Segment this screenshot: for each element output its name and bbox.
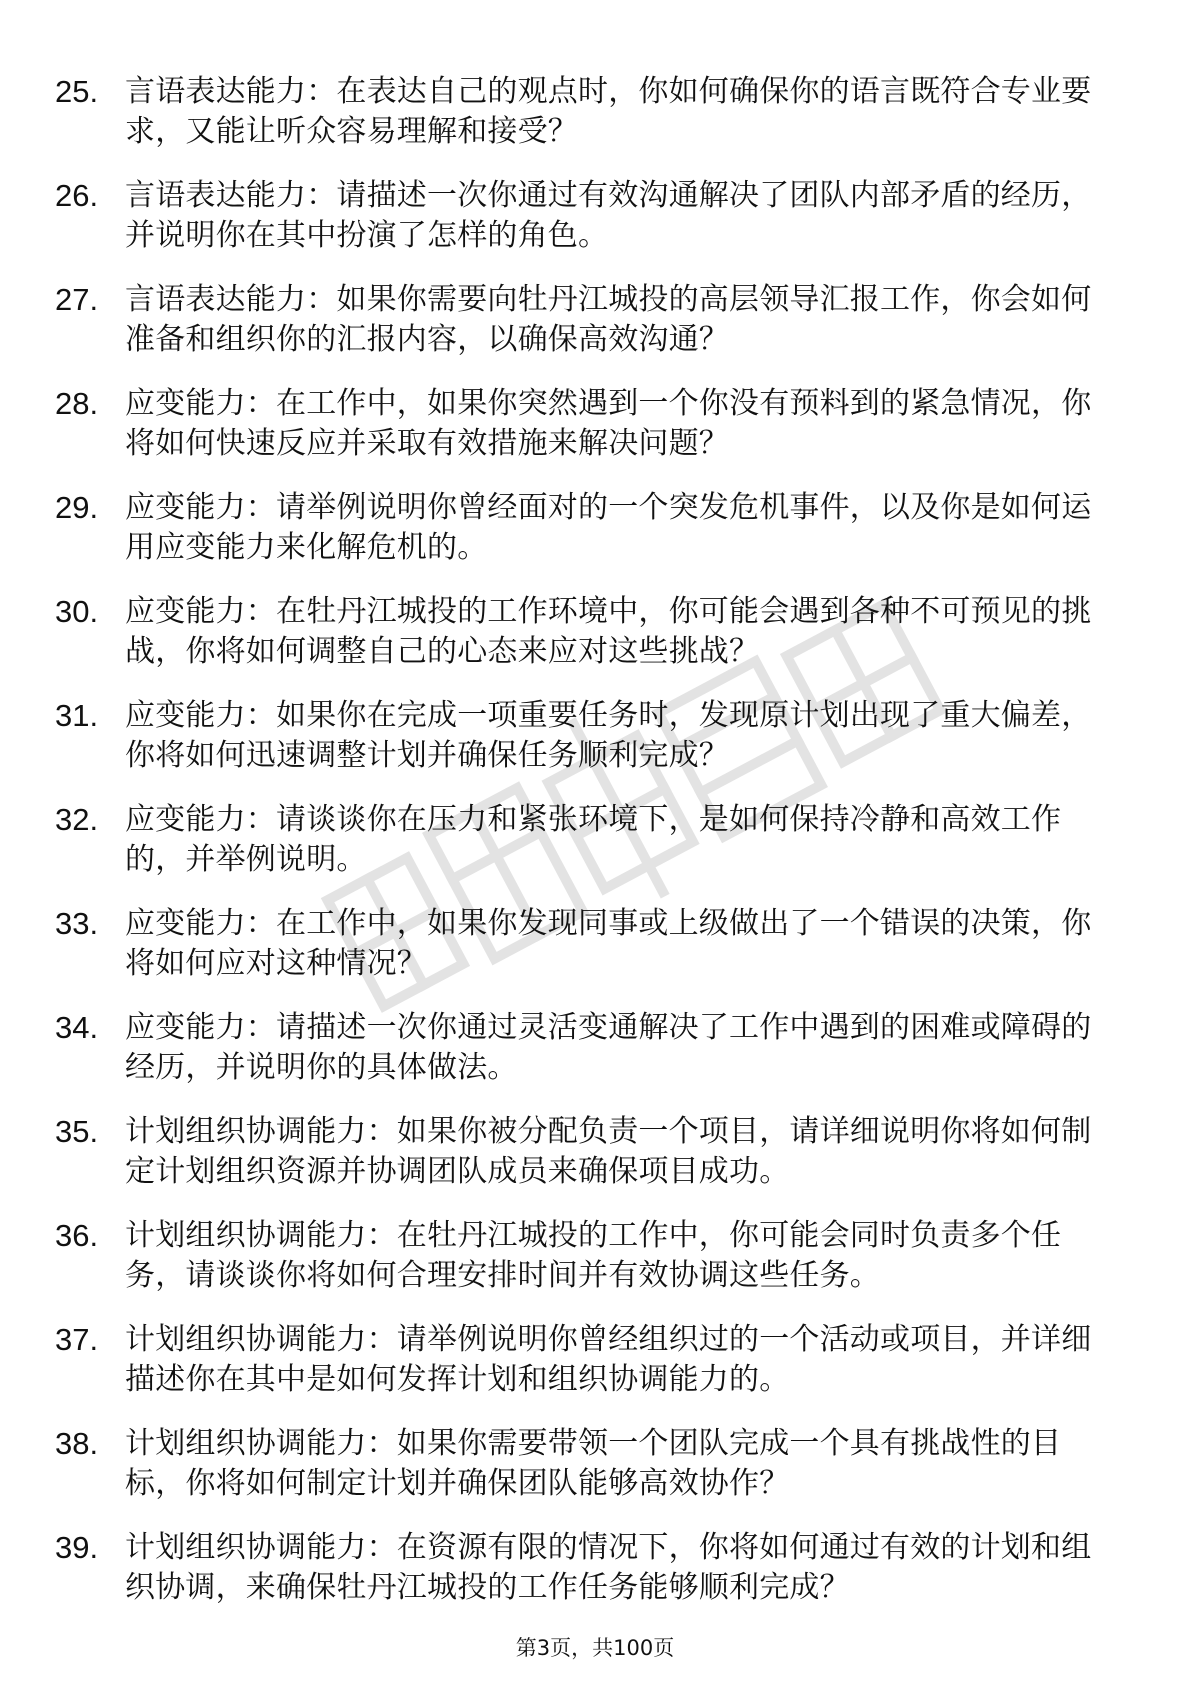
- question-text: 言语表达能力：在表达自己的观点时，你如何确保你的语言既符合专业要求，又能让听众容易理解和接受？: [125, 74, 1092, 149]
- question-text: 计划组织协调能力：在资源有限的情况下，你将如何通过有效的计划和组织协调，来确保牡丹江城投的工作任务能够顺利完成？: [125, 1530, 1092, 1605]
- question-text: 计划组织协调能力：如果你需要带领一个团队完成一个具有挑战性的目标，你将如何制定计划并确保团队能够高效协作？: [125, 1426, 1062, 1501]
- question-item: [55, 72, 1115, 176]
- question-item: [55, 904, 1115, 1008]
- question-item: [55, 280, 1115, 384]
- question-item: [55, 1424, 1115, 1528]
- question-item: [55, 1216, 1115, 1320]
- question-item: [55, 1112, 1115, 1216]
- question-number: 30.: [55, 594, 99, 629]
- question-number: 35.: [55, 1114, 99, 1149]
- question-number: 33.: [55, 906, 99, 941]
- question-text: 计划组织协调能力：在牡丹江城投的工作中，你可能会同时负责多个任务，请谈谈你将如何合理安排时间并有效协调这些任务。: [125, 1218, 1062, 1293]
- question-item: [55, 696, 1115, 800]
- question-text: 应变能力：在牡丹江城投的工作环境中，你可能会遇到各种不可预见的挑战，你将如何调整自己的心态来应对这些挑战？: [125, 594, 1092, 669]
- question-number: 38.: [55, 1426, 99, 1461]
- question-number: 29.: [55, 490, 99, 525]
- question-number: 27.: [55, 282, 99, 317]
- question-number: 31.: [55, 698, 99, 733]
- question-text: 言语表达能力：请描述一次你通过有效沟通解决了团队内部矛盾的经历，并说明你在其中扮演了怎样的角色。: [125, 178, 1092, 253]
- question-number: 26.: [55, 178, 99, 213]
- question-text: 应变能力：在工作中，如果你发现同事或上级做出了一个错误的决策，你将如何应对这种情况？: [125, 906, 1092, 981]
- question-item: [55, 1008, 1115, 1112]
- question-text: 应变能力：请描述一次你通过灵活变通解决了工作中遇到的困难或障碍的经历，并说明你的具体做法。: [125, 1010, 1092, 1085]
- question-text: 应变能力：请举例说明你曾经面对的一个突发危机事件，以及你是如何运用应变能力来化解危机的。: [125, 490, 1092, 565]
- question-number: 37.: [55, 1322, 99, 1357]
- question-number: 28.: [55, 386, 99, 421]
- question-text: 应变能力：请谈谈你在压力和紧张环境下，是如何保持冷静和高效工作的，并举例说明。: [125, 802, 1062, 877]
- question-text: 应变能力：如果你在完成一项重要任务时，发现原计划出现了重大偏差，你将如何迅速调整计划并确保任务顺利完成？: [125, 698, 1092, 773]
- question-item: [55, 800, 1115, 904]
- question-text: 计划组织协调能力：请举例说明你曾经组织过的一个活动或项目，并详细描述你在其中是如何发挥计划和组织协调能力的。: [125, 1322, 1092, 1397]
- question-item: [55, 592, 1115, 696]
- question-text: 计划组织协调能力：如果你被分配负责一个项目，请详细说明你将如何制定计划组织资源并协调团队成员来确保项目成功。: [125, 1114, 1092, 1189]
- question-item: [55, 384, 1115, 488]
- question-text: 言语表达能力：如果你需要向牡丹江城投的高层领导汇报工作，你会如何准备和组织你的汇报内容，以确保高效沟通？: [125, 282, 1092, 357]
- question-number: 32.: [55, 802, 99, 837]
- question-number: 39.: [55, 1530, 99, 1565]
- question-item: [55, 1528, 1115, 1632]
- question-item: [55, 1320, 1115, 1424]
- question-number: 25.: [55, 74, 99, 109]
- page-footer: 第3页，共100页: [515, 1636, 675, 1660]
- question-number: 36.: [55, 1218, 99, 1253]
- question-number: 34.: [55, 1010, 99, 1045]
- question-text: 应变能力：在工作中，如果你突然遇到一个你没有预料到的紧急情况，你将如何快速反应并采取有效措施来解决问题？: [125, 386, 1092, 461]
- question-list: [55, 72, 1115, 1632]
- question-item: [55, 176, 1115, 280]
- question-item: [55, 488, 1115, 592]
